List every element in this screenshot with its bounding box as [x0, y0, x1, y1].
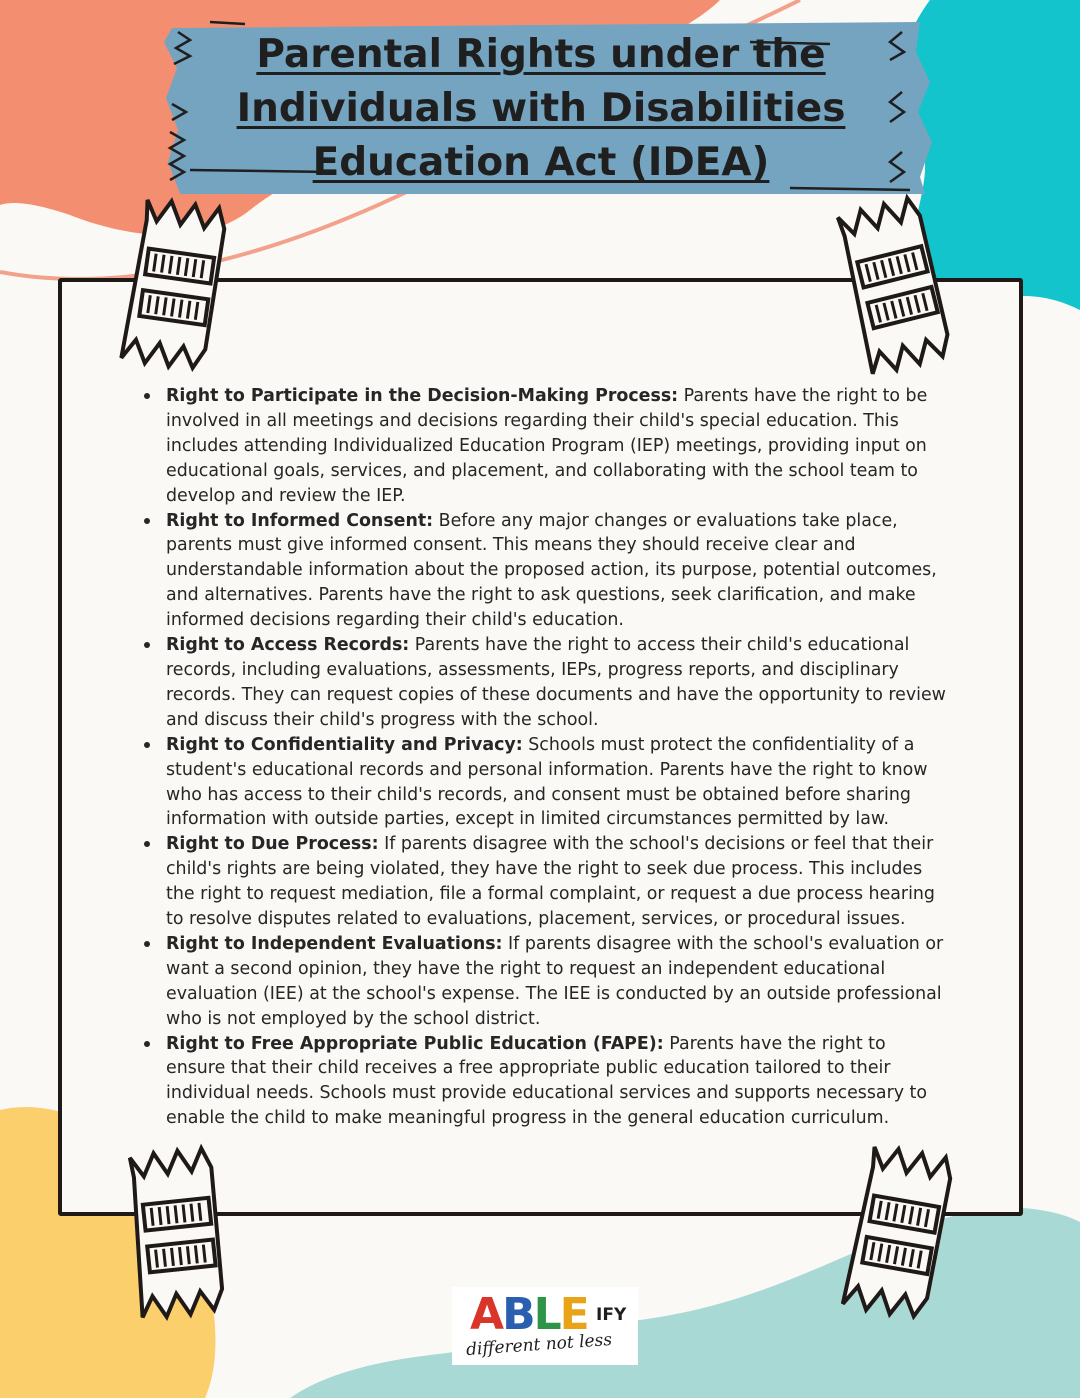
tape-top-left-icon [106, 188, 250, 383]
logo-tagline: different not less [465, 1329, 613, 1361]
right-item [140, 932, 948, 1032]
right-body: Schools must protect the confidentiality of a student's educational records and personal information. Parents have the right to know who has access to their child's records, and consent must be obtained before sharing information with outside parties, except in limited circumstances permitted by law. [166, 734, 928, 830]
right-body: If parents disagree with the school's decisions or feel that their child's rights are being violated, they have the right to seek due process. This includes the right to request mediation, file a formal complaint, or request a due process hearing to resolve disputes related to evaluations, placement, services, or procedural issues. [166, 834, 935, 930]
right-body: Parents have the right to ensure that their child receives a free appropriate public education tailored to their individual needs. Schools must provide educational services and supports necessary to enable the child to make meaningful progress in the general education curriculum. [166, 1033, 928, 1129]
right-heading: Right to Confidentiality and Privacy: [166, 734, 523, 755]
right-item [140, 633, 948, 733]
title-line-2: Individuals with Disabilities [236, 86, 846, 131]
right-body: Parents have the right to access their child's educational records, including evaluations, assessments, IEPs, progress reports, and disciplinary records. They can request copies of these documents and have the opportunity to review and discuss their child's progress with the school. [166, 635, 946, 730]
tape-bottom-left-icon [111, 1137, 249, 1329]
right-heading: Right to Participate in the Decision-Making Process: [166, 386, 679, 406]
right-item [140, 733, 948, 833]
logo-suffix: IFY [596, 1305, 627, 1325]
right-heading: Right to Free Appropriate Public Education (FAPE): [166, 1033, 664, 1054]
right-heading: Right to Informed Consent: [166, 510, 434, 531]
right-heading: Right to Access Records: [166, 635, 410, 656]
logo-letter: A [470, 1289, 503, 1340]
logo-letter: E [559, 1289, 588, 1340]
ableify-logo [452, 1287, 638, 1365]
right-heading: Right to Independent Evaluations: [166, 933, 503, 954]
right-heading: Right to Due Process: [166, 834, 379, 855]
title-line-1: Parental Rights under the [256, 32, 826, 77]
right-body: If parents disagree with the school's evaluation or want a second opinion, they have the right to request an independent educational evaluation (IEE) at the school's expense. The IEE is conducted by an outside professional who is not employed by the school district. [166, 933, 944, 1029]
title-line-3: Education Act (IDEA) [312, 140, 770, 185]
logo-letter: B [502, 1289, 534, 1340]
right-item [140, 384, 948, 509]
right-item [140, 1032, 948, 1132]
right-body: Before any major changes or evaluations take place, parents must give informed consent. This means they should receive clear and understandable information about the proposed action, its purpose, potential outcomes, and alternatives. Parents have the right to ask questions, seek clarification, and make informed decisions regarding their child's education. [166, 510, 937, 631]
page-title [170, 28, 912, 190]
right-item [140, 509, 948, 634]
right-body: Parents have the right to be involved in all meetings and decisions regarding their child's special education. This includes attending Individualized Education Program (IEP) meetings, providing input on educational goals, services, and placement, and collaborating with the school team to develop and review the IEP. [166, 386, 928, 506]
logo-letter: L [533, 1289, 560, 1340]
right-item [140, 832, 948, 932]
rights-list [140, 384, 948, 1131]
